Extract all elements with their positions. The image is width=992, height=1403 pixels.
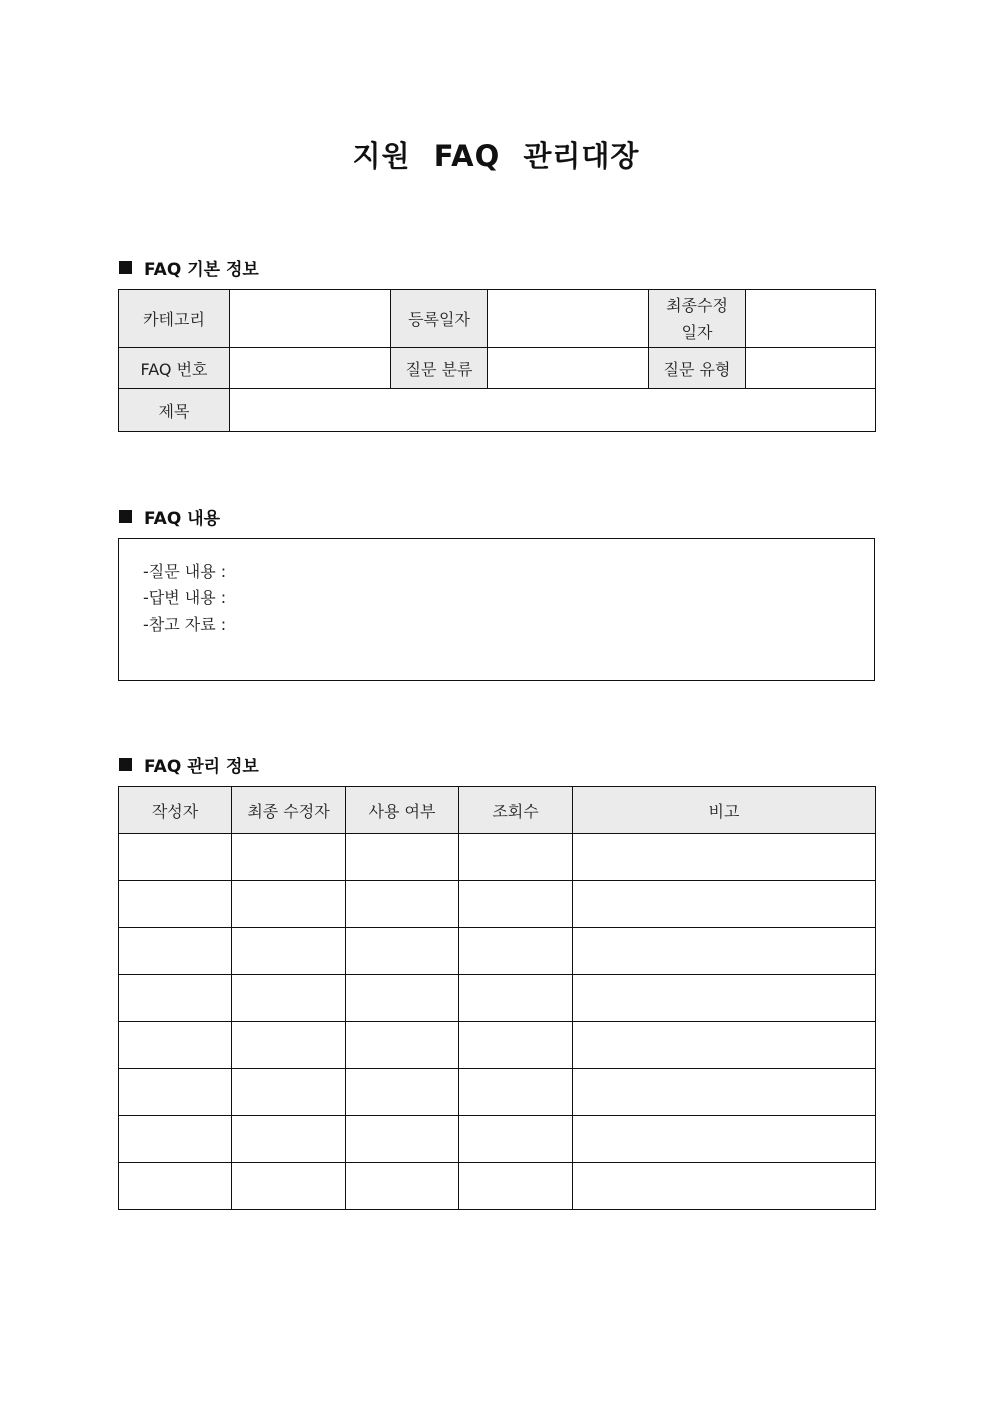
- registered-date-field[interactable]: [488, 290, 649, 348]
- table-header-row: [119, 787, 876, 834]
- remarks-cell[interactable]: [573, 928, 876, 975]
- label-registered-date: 등록일자: [391, 290, 488, 348]
- faq-basic-info-table: [118, 289, 876, 432]
- column-header-in-use: 사용 여부: [346, 787, 459, 834]
- views-cell[interactable]: [459, 975, 573, 1022]
- in-use-cell[interactable]: [346, 928, 459, 975]
- page-title: 지원 FAQ 관리대장: [352, 139, 640, 173]
- last-modifier-cell[interactable]: [232, 881, 346, 928]
- faq-management-table: [118, 786, 876, 1210]
- views-cell[interactable]: [459, 834, 573, 881]
- table-row: [119, 1116, 876, 1163]
- faq-content-box[interactable]: [118, 538, 875, 681]
- last-modifier-cell[interactable]: [232, 975, 346, 1022]
- views-cell[interactable]: [459, 1116, 573, 1163]
- table-row: [119, 975, 876, 1022]
- remarks-cell[interactable]: [573, 834, 876, 881]
- views-cell[interactable]: [459, 1069, 573, 1116]
- in-use-cell[interactable]: [346, 1116, 459, 1163]
- label-question-type: 질문 유형: [649, 348, 746, 389]
- square-bullet-icon: [119, 758, 132, 771]
- last-modifier-cell[interactable]: [232, 834, 346, 881]
- reference-line: -참고 자료 :: [143, 615, 227, 634]
- column-header-last-modifier: 최종 수정자: [232, 787, 346, 834]
- remarks-cell[interactable]: [573, 1116, 876, 1163]
- author-cell[interactable]: [119, 1022, 232, 1069]
- last-modifier-cell[interactable]: [232, 1022, 346, 1069]
- square-bullet-icon: [119, 510, 132, 523]
- section-heading-management: FAQ 관리 정보: [119, 752, 259, 777]
- category-field[interactable]: [230, 290, 391, 348]
- label-faq-number: FAQ 번호: [119, 348, 230, 389]
- square-bullet-icon: [119, 261, 132, 274]
- label-category: 카테고리: [119, 290, 230, 348]
- last-modified-date-field[interactable]: [746, 290, 876, 348]
- in-use-cell[interactable]: [346, 834, 459, 881]
- in-use-cell[interactable]: [346, 881, 459, 928]
- author-cell[interactable]: [119, 975, 232, 1022]
- column-header-author: 작성자: [119, 787, 232, 834]
- last-modifier-cell[interactable]: [232, 928, 346, 975]
- subject-field[interactable]: [230, 389, 876, 432]
- remarks-cell[interactable]: [573, 1022, 876, 1069]
- last-modifier-cell[interactable]: [232, 1069, 346, 1116]
- last-modifier-cell[interactable]: [232, 1116, 346, 1163]
- author-cell[interactable]: [119, 928, 232, 975]
- remarks-cell[interactable]: [573, 975, 876, 1022]
- table-row: [119, 834, 876, 881]
- column-header-remarks: 비고: [573, 787, 876, 834]
- section-heading-basic: FAQ 기본 정보: [119, 255, 259, 280]
- author-cell[interactable]: [119, 881, 232, 928]
- remarks-cell[interactable]: [573, 881, 876, 928]
- label-last-modified-date: 최종수정 일자: [649, 290, 746, 348]
- table-row: [119, 881, 876, 928]
- label-question-class: 질문 분류: [391, 348, 488, 389]
- label-subject: 제목: [119, 389, 230, 432]
- last-modifier-cell[interactable]: [232, 1163, 346, 1210]
- views-cell[interactable]: [459, 928, 573, 975]
- author-cell[interactable]: [119, 834, 232, 881]
- question-content-line: -질문 내용 :: [143, 562, 227, 581]
- views-cell[interactable]: [459, 881, 573, 928]
- remarks-cell[interactable]: [573, 1069, 876, 1116]
- question-type-field[interactable]: [746, 348, 876, 389]
- table-row: [119, 1069, 876, 1116]
- in-use-cell[interactable]: [346, 975, 459, 1022]
- table-row: [119, 928, 876, 975]
- author-cell[interactable]: [119, 1069, 232, 1116]
- table-row: [119, 1022, 876, 1069]
- faq-number-field[interactable]: [230, 348, 391, 389]
- views-cell[interactable]: [459, 1022, 573, 1069]
- question-class-field[interactable]: [488, 348, 649, 389]
- column-header-views: 조회수: [459, 787, 573, 834]
- section-heading-content: FAQ 내용: [119, 504, 220, 529]
- author-cell[interactable]: [119, 1116, 232, 1163]
- in-use-cell[interactable]: [346, 1163, 459, 1210]
- in-use-cell[interactable]: [346, 1069, 459, 1116]
- remarks-cell[interactable]: [573, 1163, 876, 1210]
- in-use-cell[interactable]: [346, 1022, 459, 1069]
- views-cell[interactable]: [459, 1163, 573, 1210]
- author-cell[interactable]: [119, 1163, 232, 1210]
- answer-content-line: -답변 내용 :: [143, 588, 227, 607]
- table-row: [119, 1163, 876, 1210]
